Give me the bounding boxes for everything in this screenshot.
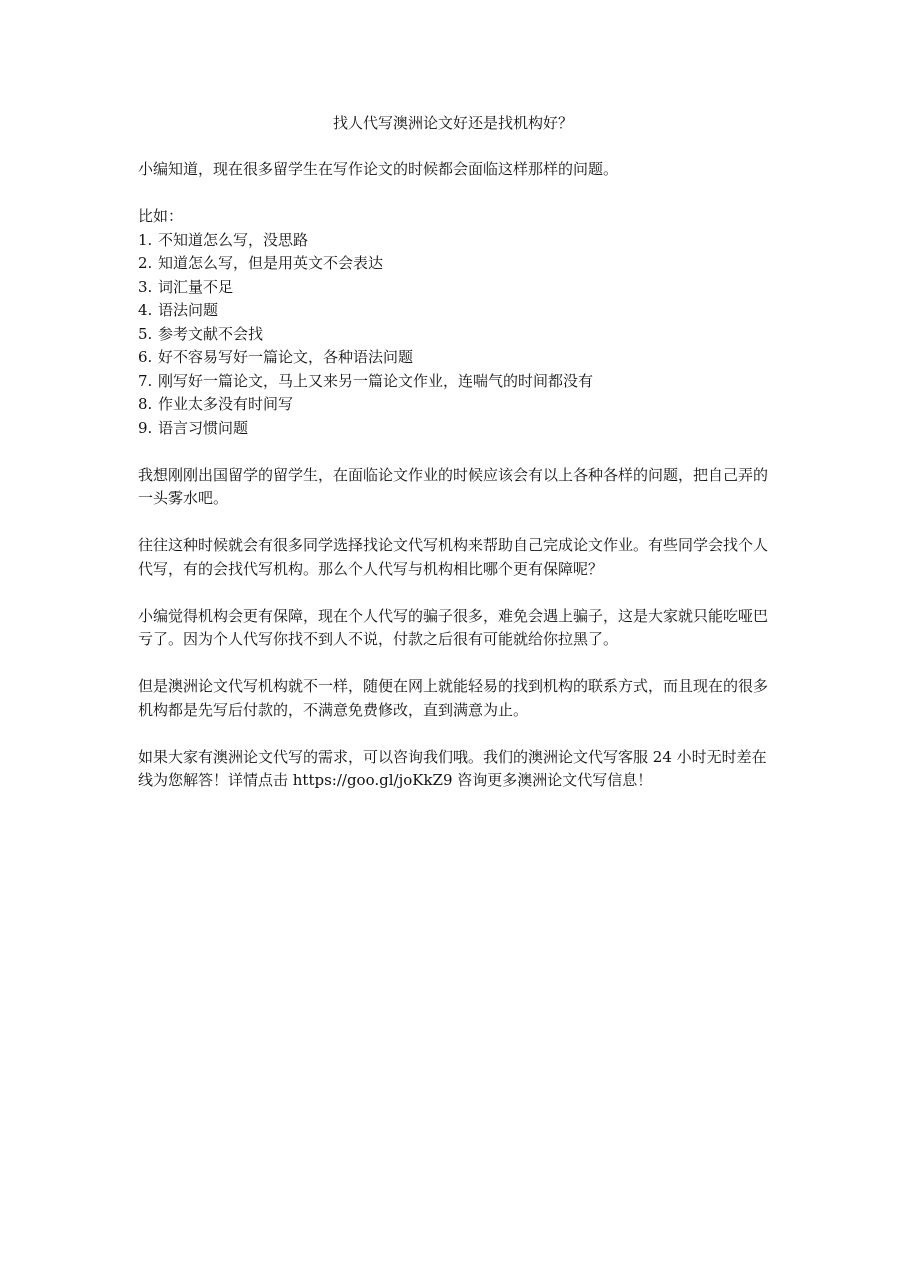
body-paragraph-2: 往往这种时候就会有很多同学选择找论文代写机构来帮助自己完成论文作业。有些同学会找个人代写，有的会找代写机构。那么个人代写与机构相比哪个更有保障呢？ [138, 536, 769, 578]
body-paragraph-3: 小编觉得机构会更有保障，现在个人代写的骗子很多，难免会遇上骗子，这是大家就只能吃哑巴亏了。因为个人代写你找不到人不说，付款之后很有可能就给你拉黑了。 [138, 606, 769, 648]
list-item-text: 参考文献不会找 [158, 324, 264, 343]
list-item-text: 刚写好一篇论文，马上又来另一篇论文作业，连喘气的时间都没有 [158, 371, 594, 390]
list-item-number: 1. [138, 230, 153, 249]
intro-paragraph: 小编知道，现在很多留学生在写作论文的时候都会面临这样那样的问题。 [138, 160, 619, 178]
body-paragraph-4: 但是澳洲论文代写机构就不一样，随便在网上就能轻易的找到机构的联系方式，而且现在的很多机构都是先写后付款的，不满意免费修改，直到满意为止。 [138, 677, 769, 719]
list-item [138, 393, 774, 417]
list-item-text: 好不容易写好一篇论文，各种语法问题 [158, 348, 414, 366]
list-item [138, 346, 774, 370]
list-item-number: 5. [138, 324, 153, 343]
list-item-text: 词汇量不足 [158, 277, 234, 296]
list-item-text: 知道怎么写，但是用英文不会表达 [158, 254, 384, 272]
list-item-number: 9. [138, 418, 153, 437]
list-item [138, 323, 774, 347]
list-item-number: 2. [138, 254, 153, 272]
list-item [138, 252, 774, 276]
list-item-number: 6. [138, 348, 153, 366]
list-item [138, 276, 774, 300]
list-item [138, 370, 774, 394]
list-item-text: 不知道怎么写，没思路 [158, 230, 309, 249]
problem-list [138, 229, 774, 441]
list-item-text: 作业太多没有时间写 [158, 395, 294, 413]
list-item [138, 229, 774, 253]
document-title: 找人代写澳洲论文好还是找机构好？ [332, 114, 573, 132]
list-item-text: 语法问题 [158, 301, 219, 319]
list-item [138, 417, 774, 441]
body-paragraph-1: 我想刚刚出国留学的留学生，在面临论文作业的时候应该会有以上各种各样的问题，把自己弄的一头雾水吧。 [138, 465, 769, 507]
list-item [138, 299, 774, 323]
list-item-number: 8. [138, 395, 153, 413]
body-paragraph-5: 如果大家有澳洲论文代写的需求，可以咨询我们哦。我们的澳洲论文代写客服 24 小时无时差在线为您解答！详情点击 https://goo.gl/joKkZ9 咨询更多澳洲论文代写信息！ [138, 747, 767, 789]
list-item-number: 3. [138, 277, 153, 296]
list-item-number: 7. [138, 371, 153, 390]
list-item-text: 语言习惯问题 [158, 418, 249, 437]
list-item-number: 4. [138, 301, 153, 319]
list-lead: 比如： [138, 207, 184, 225]
document-body [138, 158, 774, 816]
